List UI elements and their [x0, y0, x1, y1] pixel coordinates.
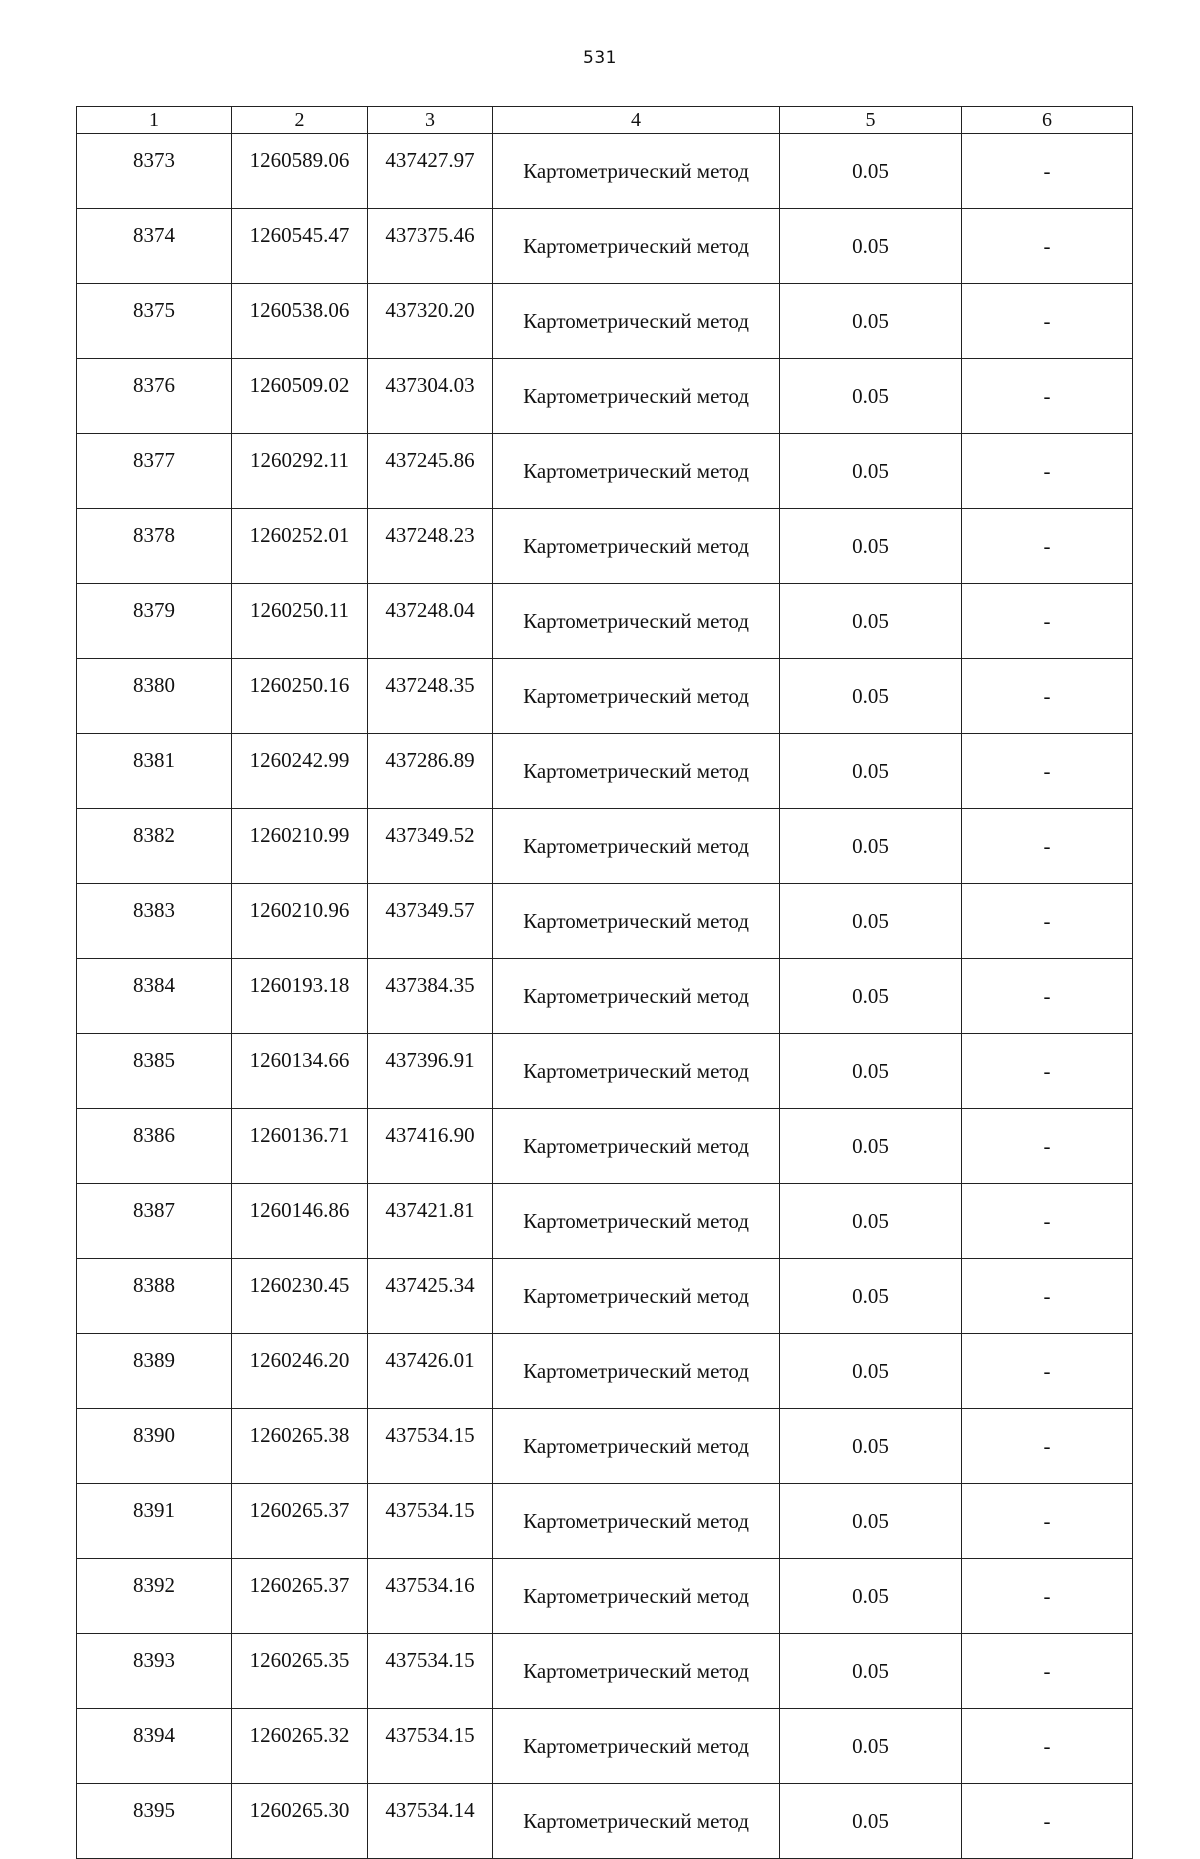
y-coordinate-cell: 437248.04 [368, 584, 493, 659]
table-row [77, 509, 1133, 584]
table-body [77, 134, 1133, 1859]
precision-cell: 0.05 [780, 434, 962, 509]
header-row [77, 107, 1133, 134]
precision-cell: 0.05 [780, 1484, 962, 1559]
y-coordinate-cell: 437421.81 [368, 1184, 493, 1259]
coordinates-table [76, 106, 1133, 1859]
table-row [77, 1259, 1133, 1334]
table-row [77, 584, 1133, 659]
precision-cell: 0.05 [780, 809, 962, 884]
note-cell: - [962, 1709, 1133, 1784]
precision-cell: 0.05 [780, 584, 962, 659]
table-header [77, 107, 1133, 134]
note-cell: - [962, 659, 1133, 734]
x-coordinate-cell: 1260252.01 [232, 509, 368, 584]
point-number-cell: 8379 [77, 584, 232, 659]
point-number-cell: 8381 [77, 734, 232, 809]
point-number-cell: 8395 [77, 1784, 232, 1859]
method-cell: Картометрический метод [493, 284, 780, 359]
y-coordinate-cell: 437534.15 [368, 1409, 493, 1484]
point-number-cell: 8378 [77, 509, 232, 584]
x-coordinate-cell: 1260265.30 [232, 1784, 368, 1859]
method-cell: Картометрический метод [493, 809, 780, 884]
point-number-cell: 8377 [77, 434, 232, 509]
method-cell: Картометрический метод [493, 884, 780, 959]
table-row [77, 1334, 1133, 1409]
x-coordinate-cell: 1260292.11 [232, 434, 368, 509]
precision-cell: 0.05 [780, 1784, 962, 1859]
method-cell: Картометрический метод [493, 509, 780, 584]
method-cell: Картометрический метод [493, 359, 780, 434]
note-cell: - [962, 509, 1133, 584]
x-coordinate-cell: 1260538.06 [232, 284, 368, 359]
y-coordinate-cell: 437534.14 [368, 1784, 493, 1859]
note-cell: - [962, 209, 1133, 284]
table-row [77, 1709, 1133, 1784]
note-cell: - [962, 1184, 1133, 1259]
note-cell: - [962, 1634, 1133, 1709]
point-number-cell: 8376 [77, 359, 232, 434]
y-coordinate-cell: 437396.91 [368, 1034, 493, 1109]
precision-cell: 0.05 [780, 1109, 962, 1184]
column-header-6: 6 [962, 107, 1133, 134]
table-row [77, 1634, 1133, 1709]
method-cell: Картометрический метод [493, 1184, 780, 1259]
note-cell: - [962, 584, 1133, 659]
x-coordinate-cell: 1260134.66 [232, 1034, 368, 1109]
precision-cell: 0.05 [780, 959, 962, 1034]
point-number-cell: 8392 [77, 1559, 232, 1634]
precision-cell: 0.05 [780, 359, 962, 434]
method-cell: Картометрический метод [493, 1709, 780, 1784]
note-cell: - [962, 959, 1133, 1034]
note-cell: - [962, 284, 1133, 359]
point-number-cell: 8387 [77, 1184, 232, 1259]
y-coordinate-cell: 437375.46 [368, 209, 493, 284]
x-coordinate-cell: 1260265.37 [232, 1484, 368, 1559]
y-coordinate-cell: 437349.52 [368, 809, 493, 884]
point-number-cell: 8385 [77, 1034, 232, 1109]
x-coordinate-cell: 1260545.47 [232, 209, 368, 284]
point-number-cell: 8373 [77, 134, 232, 209]
table-row [77, 359, 1133, 434]
precision-cell: 0.05 [780, 509, 962, 584]
note-cell: - [962, 1334, 1133, 1409]
x-coordinate-cell: 1260136.71 [232, 1109, 368, 1184]
x-coordinate-cell: 1260250.11 [232, 584, 368, 659]
y-coordinate-cell: 437534.15 [368, 1484, 493, 1559]
table-row [77, 659, 1133, 734]
column-header-4: 4 [493, 107, 780, 134]
point-number-cell: 8389 [77, 1334, 232, 1409]
note-cell: - [962, 1484, 1133, 1559]
y-coordinate-cell: 437416.90 [368, 1109, 493, 1184]
table-row [77, 1559, 1133, 1634]
method-cell: Картометрический метод [493, 659, 780, 734]
y-coordinate-cell: 437425.34 [368, 1259, 493, 1334]
precision-cell: 0.05 [780, 884, 962, 959]
precision-cell: 0.05 [780, 734, 962, 809]
y-coordinate-cell: 437384.35 [368, 959, 493, 1034]
y-coordinate-cell: 437245.86 [368, 434, 493, 509]
table-row [77, 134, 1133, 209]
point-number-cell: 8375 [77, 284, 232, 359]
x-coordinate-cell: 1260265.32 [232, 1709, 368, 1784]
table-row [77, 1184, 1133, 1259]
note-cell: - [962, 809, 1133, 884]
method-cell: Картометрический метод [493, 1109, 780, 1184]
y-coordinate-cell: 437248.23 [368, 509, 493, 584]
precision-cell: 0.05 [780, 1184, 962, 1259]
x-coordinate-cell: 1260265.38 [232, 1409, 368, 1484]
method-cell: Картометрический метод [493, 209, 780, 284]
y-coordinate-cell: 437534.15 [368, 1634, 493, 1709]
method-cell: Картометрический метод [493, 434, 780, 509]
method-cell: Картометрический метод [493, 584, 780, 659]
table-row [77, 959, 1133, 1034]
y-coordinate-cell: 437427.97 [368, 134, 493, 209]
table-row [77, 1034, 1133, 1109]
table-row [77, 884, 1133, 959]
precision-cell: 0.05 [780, 209, 962, 284]
table-row [77, 1409, 1133, 1484]
point-number-cell: 8384 [77, 959, 232, 1034]
precision-cell: 0.05 [780, 1259, 962, 1334]
x-coordinate-cell: 1260250.16 [232, 659, 368, 734]
point-number-cell: 8390 [77, 1409, 232, 1484]
x-coordinate-cell: 1260246.20 [232, 1334, 368, 1409]
x-coordinate-cell: 1260265.37 [232, 1559, 368, 1634]
x-coordinate-cell: 1260589.06 [232, 134, 368, 209]
method-cell: Картометрический метод [493, 1559, 780, 1634]
x-coordinate-cell: 1260509.02 [232, 359, 368, 434]
table-row [77, 734, 1133, 809]
point-number-cell: 8388 [77, 1259, 232, 1334]
x-coordinate-cell: 1260210.99 [232, 809, 368, 884]
y-coordinate-cell: 437349.57 [368, 884, 493, 959]
note-cell: - [962, 134, 1133, 209]
table-row [77, 284, 1133, 359]
precision-cell: 0.05 [780, 1559, 962, 1634]
table-row [77, 434, 1133, 509]
column-header-3: 3 [368, 107, 493, 134]
y-coordinate-cell: 437534.16 [368, 1559, 493, 1634]
x-coordinate-cell: 1260193.18 [232, 959, 368, 1034]
note-cell: - [962, 359, 1133, 434]
note-cell: - [962, 1784, 1133, 1859]
table-row [77, 209, 1133, 284]
note-cell: - [962, 1034, 1133, 1109]
table-row [77, 1484, 1133, 1559]
point-number-cell: 8393 [77, 1634, 232, 1709]
precision-cell: 0.05 [780, 1409, 962, 1484]
precision-cell: 0.05 [780, 1634, 962, 1709]
note-cell: - [962, 434, 1133, 509]
x-coordinate-cell: 1260265.35 [232, 1634, 368, 1709]
y-coordinate-cell: 437304.03 [368, 359, 493, 434]
precision-cell: 0.05 [780, 1709, 962, 1784]
method-cell: Картометрический метод [493, 1484, 780, 1559]
y-coordinate-cell: 437534.15 [368, 1709, 493, 1784]
method-cell: Картометрический метод [493, 1784, 780, 1859]
x-coordinate-cell: 1260242.99 [232, 734, 368, 809]
note-cell: - [962, 1559, 1133, 1634]
point-number-cell: 8374 [77, 209, 232, 284]
method-cell: Картометрический метод [493, 1334, 780, 1409]
precision-cell: 0.05 [780, 659, 962, 734]
precision-cell: 0.05 [780, 134, 962, 209]
point-number-cell: 8391 [77, 1484, 232, 1559]
note-cell: - [962, 1109, 1133, 1184]
note-cell: - [962, 884, 1133, 959]
method-cell: Картометрический метод [493, 734, 780, 809]
table-row [77, 809, 1133, 884]
method-cell: Картометрический метод [493, 1034, 780, 1109]
table-row [77, 1109, 1133, 1184]
y-coordinate-cell: 437426.01 [368, 1334, 493, 1409]
x-coordinate-cell: 1260230.45 [232, 1259, 368, 1334]
method-cell: Картометрический метод [493, 134, 780, 209]
precision-cell: 0.05 [780, 284, 962, 359]
precision-cell: 0.05 [780, 1334, 962, 1409]
note-cell: - [962, 734, 1133, 809]
method-cell: Картометрический метод [493, 1259, 780, 1334]
precision-cell: 0.05 [780, 1034, 962, 1109]
method-cell: Картометрический метод [493, 1409, 780, 1484]
x-coordinate-cell: 1260146.86 [232, 1184, 368, 1259]
method-cell: Картометрический метод [493, 959, 780, 1034]
y-coordinate-cell: 437248.35 [368, 659, 493, 734]
note-cell: - [962, 1409, 1133, 1484]
method-cell: Картометрический метод [493, 1634, 780, 1709]
column-header-5: 5 [780, 107, 962, 134]
point-number-cell: 8383 [77, 884, 232, 959]
y-coordinate-cell: 437286.89 [368, 734, 493, 809]
note-cell: - [962, 1259, 1133, 1334]
point-number-cell: 8394 [77, 1709, 232, 1784]
table-row [77, 1784, 1133, 1859]
point-number-cell: 8382 [77, 809, 232, 884]
x-coordinate-cell: 1260210.96 [232, 884, 368, 959]
column-header-2: 2 [232, 107, 368, 134]
page-number: 531 [583, 48, 617, 68]
column-header-1: 1 [77, 107, 232, 134]
point-number-cell: 8386 [77, 1109, 232, 1184]
point-number-cell: 8380 [77, 659, 232, 734]
y-coordinate-cell: 437320.20 [368, 284, 493, 359]
